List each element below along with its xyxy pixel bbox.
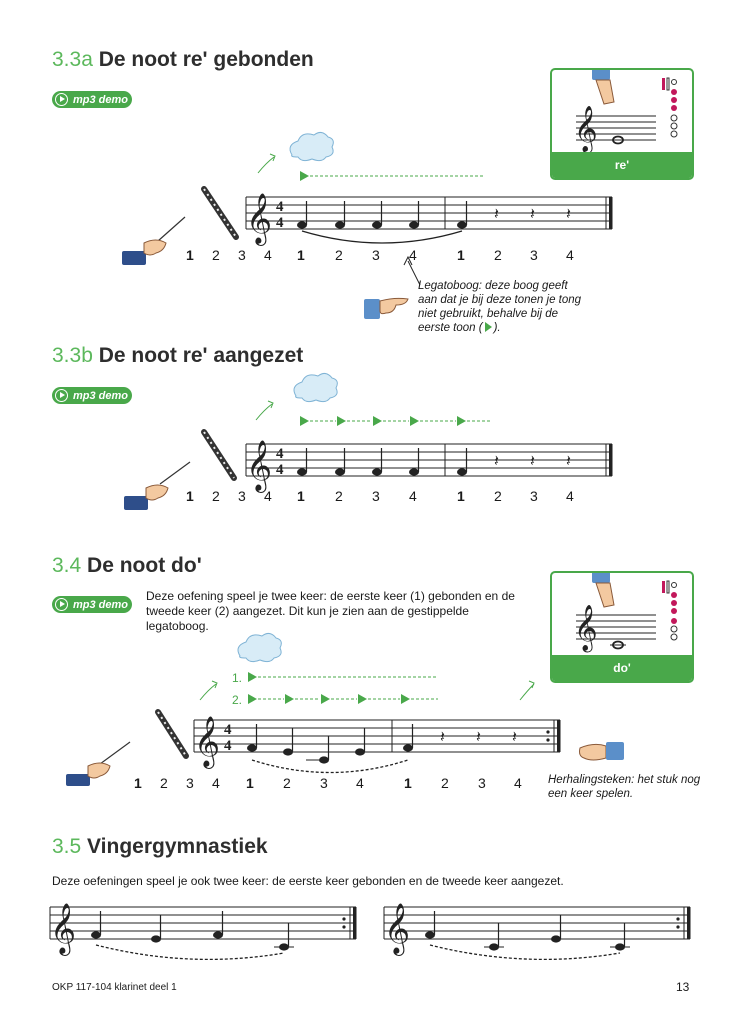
section-3-5-description: Deze oefeningen speel je ook twee keer: de eerste keer gebonden en de tweede keer aangezet.: [52, 874, 564, 888]
svg-text:𝄽: 𝄽: [440, 727, 445, 746]
svg-text:𝄽: 𝄽: [476, 727, 481, 746]
breath-cloud-icon: [290, 132, 333, 160]
conductor-hand-icon: [122, 217, 185, 265]
section-heading: Vingergymnastiek: [87, 835, 268, 858]
repeat-sign-explanation: Herhalingsteken: het stuk nog een keer spelen.: [548, 774, 701, 800]
exercise-3-3a: [0, 125, 741, 255]
svg-text:𝄽: 𝄽: [566, 451, 571, 470]
dotted-legato-slur: [430, 945, 620, 959]
page: 3.3a De noot re' gebonden mp3 demo 𝄞 re' 𝄞 4 4 𝄽 𝄽 𝄽 1 2 3 4 1 2 3 4 1 2 3 4 Legatoboog: deze boog geeft aan dat je bij deze tonen je tong niet gebruikt, behalve bij de eerste toon ( ). 3.3b De noot re' aangezet mp3 demo 𝄞 4 4 𝄽 𝄽 𝄽 1 2 3 4 1 2 3 4 1 2 3 4 3.4 De noot do' mp3 demo Deze oefening speel je twee keer: de eerste keer (1) gebonden en de tweede keer (2) aangezet. Dit kun je zien aan de gestippelde legatoboog. 𝄞 do' 1. 2. 𝄞 4 4 𝄽 𝄽 𝄽 1 2 3 4 1 2 3 4 1 2 3 4 Herhalingsteken: het stuk nog een keer spelen. 3.5 Vingergymnastiek Deze oefeningen speel je ook twee keer: de eerste keer gebonden en de tweede keer aangezet. 𝄞 𝄞 OKP 117-104 klarinet deel 1 13: [0, 0, 741, 1024]
svg-text:𝄽: 𝄽: [512, 727, 517, 746]
legato-explanation: Legatoboog: deze boog geeft aan dat je bij deze tonen je tong niet gebruikt, behalve bij de eerste toon ( ).: [418, 280, 582, 334]
first-time-marker: 1.: [232, 671, 243, 685]
mp3-demo-label: mp3 demo: [73, 598, 129, 611]
section-heading: De noot re' gebonden: [98, 48, 314, 71]
breath-arrow-icon: [258, 157, 274, 173]
time-signature-top: 4: [276, 199, 284, 215]
mp3-demo-label: mp3 demo: [73, 93, 129, 106]
section-title-3-3a: [52, 48, 314, 72]
mp3-demo-label: mp3 demo: [73, 389, 129, 402]
fingering-card-label: re': [552, 152, 692, 178]
section-number: 3.5: [52, 835, 82, 858]
play-icon: [55, 598, 68, 611]
tongue-markers: [248, 694, 438, 704]
section-3-4-description: Deze oefening speel je twee keer: de eerste keer (1) gebonden en de tweede keer (2) aangezet. Dit kun je zien aan de gestippelde legatoboog.: [146, 589, 515, 633]
treble-clef-icon: 𝄞: [384, 903, 411, 954]
conductor-hand-icon: [124, 462, 190, 510]
fingering-card-label: do': [552, 655, 692, 681]
section-number: 3.3b: [52, 344, 93, 367]
mp3-demo-button[interactable]: [52, 91, 132, 108]
breath-arrow-icon: [256, 404, 272, 420]
treble-clef-icon: 𝄞: [50, 903, 77, 954]
pointing-hand-icon: [592, 68, 614, 104]
breath-arrow-icon: [520, 684, 534, 700]
section-title-3-3b: [52, 344, 303, 368]
svg-text:𝄽: 𝄽: [566, 204, 571, 223]
time-signature-bottom: 4: [224, 738, 232, 754]
time-signature-bottom: 4: [276, 462, 284, 478]
legato-slur: [302, 231, 462, 243]
exercise-3-4: [0, 630, 741, 780]
breath-arrow-icon: [200, 684, 216, 700]
treble-clef-icon: 𝄞: [246, 440, 273, 491]
conductor-hand-icon: [66, 742, 130, 786]
page-number: 13: [676, 980, 690, 994]
svg-text:𝄽: 𝄽: [530, 451, 535, 470]
section-title-3-5: [52, 835, 268, 859]
clarinet-icon: [204, 189, 236, 237]
treble-clef-icon: 𝄞: [194, 716, 221, 767]
section-title-3-4: [52, 554, 202, 578]
section-heading: De noot re' aangezet: [98, 344, 304, 367]
clarinet-icon: [204, 432, 234, 478]
footer-book-title: OKP 117-104 klarinet deel 1: [52, 982, 177, 993]
svg-text:𝄽: 𝄽: [530, 204, 535, 223]
treble-clef-icon: 𝄞: [574, 106, 598, 152]
treble-clef-icon: 𝄞: [574, 605, 598, 651]
tongue-markers: [300, 416, 490, 426]
exercise-3-5: [0, 895, 741, 965]
treble-clef-icon: 𝄞: [246, 193, 273, 244]
play-icon: [55, 93, 68, 106]
svg-text:𝄽: 𝄽: [494, 451, 499, 470]
clarinet-icon: [158, 712, 186, 756]
pointing-hand-icon: [580, 742, 625, 760]
dotted-legato-slur: [96, 945, 284, 959]
tongue-start-icon: [300, 171, 309, 181]
section-heading: De noot do': [87, 554, 202, 577]
time-signature-top: 4: [224, 722, 232, 738]
pointing-hand-icon: [592, 571, 614, 607]
breath-cloud-icon: [238, 633, 281, 661]
mp3-demo-button[interactable]: [52, 596, 132, 613]
section-number: 3.4: [52, 554, 82, 577]
pointing-hand-icon: [364, 298, 408, 319]
svg-text:𝄽: 𝄽: [494, 204, 499, 223]
exercise-3-3b: [0, 368, 741, 498]
section-number: 3.3a: [52, 48, 93, 71]
dotted-legato-slur: [252, 760, 408, 773]
tongue-start-icon: [485, 322, 492, 332]
second-time-marker: 2.: [232, 693, 243, 707]
breath-cloud-icon: [294, 373, 337, 401]
time-signature-top: 4: [276, 446, 284, 462]
time-signature-bottom: 4: [276, 215, 284, 231]
